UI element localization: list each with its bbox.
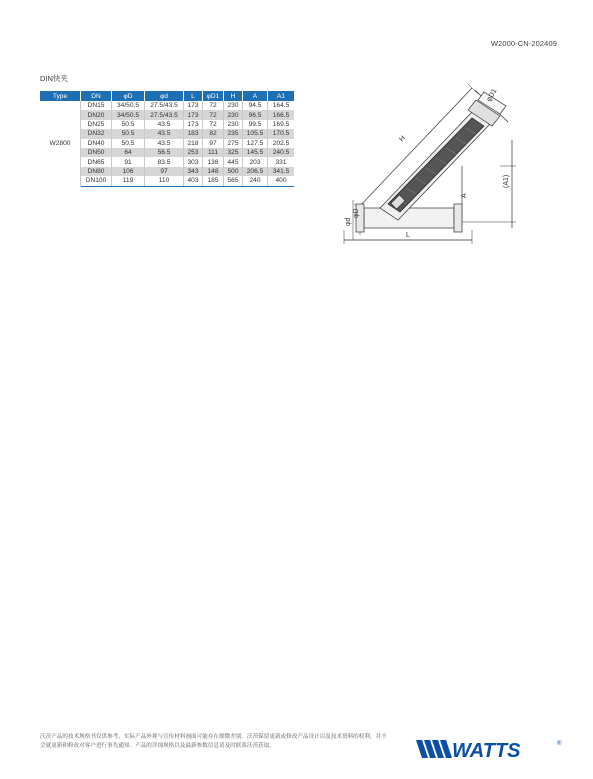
table-cell: 72 — [203, 120, 224, 129]
table-cell: 230 — [224, 110, 243, 119]
col-header-a: A — [243, 91, 268, 101]
table-cell: 96.5 — [243, 110, 268, 119]
l-dim-label: L — [406, 232, 410, 239]
table-row — [40, 101, 294, 110]
d-large-label: φD — [353, 208, 360, 218]
table-cell: 240.5 — [268, 148, 295, 157]
table-cell: 43.5 — [145, 129, 184, 138]
table-cell: 111 — [203, 148, 224, 157]
table-cell: 27.5/43.5 — [145, 101, 184, 110]
table-cell: 50.5 — [112, 139, 145, 148]
table-cell: 343 — [184, 167, 203, 176]
table-cell: DN32 — [81, 129, 112, 138]
table-cell: 43.5 — [145, 120, 184, 129]
table-cell: DN50 — [81, 148, 112, 157]
table-cell: 331 — [275, 158, 287, 166]
table-cell: 34/50.5 — [112, 101, 145, 110]
table-cell: 325 — [224, 148, 243, 157]
table-cell: 203 — [243, 157, 268, 166]
col-header-type: Type — [40, 91, 81, 101]
table-cell: DN100 — [81, 176, 112, 186]
table-cell: 83.5 — [145, 157, 184, 166]
table-cell: 230 — [224, 120, 243, 129]
y-strainer-drawing — [340, 80, 520, 245]
table-cell: 183 — [184, 129, 203, 138]
table-cell: 169.5 — [272, 120, 290, 128]
table-cell: 253 — [184, 148, 203, 157]
table-cell: 50.5 — [112, 120, 145, 129]
table-cell: DN25 — [81, 120, 112, 129]
col-header-id: φd — [145, 91, 184, 101]
a1-dim-label: (A1) — [503, 174, 510, 188]
table-cell: 82 — [203, 129, 224, 138]
col-header-a1: A1 — [268, 91, 295, 101]
h-dim-label: H — [398, 134, 407, 144]
table-cell: 164.5 — [272, 102, 290, 110]
table-cell: 56.5 — [145, 148, 184, 157]
table-cell: 97 — [203, 139, 224, 148]
table-cell: 202.5 — [272, 139, 290, 147]
spec-table — [40, 91, 294, 187]
document-code: W2000-CN-202409 — [490, 39, 557, 48]
table-cell: 72 — [203, 101, 224, 110]
col-header-h: H — [224, 91, 243, 101]
table-cell: DN15 — [81, 101, 112, 110]
table-cell: 173 — [184, 101, 203, 110]
table-cell: 240 — [243, 176, 268, 186]
table-cell: 34/50.5 — [112, 110, 145, 119]
table-cell: 119 — [112, 176, 145, 186]
section-title: DIN快夹 — [40, 74, 68, 83]
d-small-label: φd — [345, 217, 352, 226]
table-cell: 97 — [145, 167, 184, 176]
table-cell: 500 — [224, 167, 243, 176]
table-cell: 27.5/43.5 — [145, 110, 184, 119]
table-cell: DN65 — [81, 157, 112, 166]
table-cell: DN20 — [81, 110, 112, 119]
outlet-clamp — [454, 204, 462, 232]
table-cell: 138 — [203, 157, 224, 166]
table-cell: 99.5 — [243, 120, 268, 129]
col-header-dn: DN — [81, 91, 112, 101]
table-cell: 403 — [184, 176, 203, 186]
table-cell: 110 — [145, 176, 184, 186]
table-cell: 145.5 — [243, 148, 268, 157]
table-cell: 565 — [224, 176, 243, 186]
table-cell: 91 — [112, 157, 145, 166]
brand-wordmark: WATTS — [452, 740, 521, 762]
table-cell: 50.5 — [112, 129, 145, 138]
col-header-l: L — [184, 91, 203, 101]
table-cell: 230 — [224, 101, 243, 110]
table-header-row — [40, 91, 294, 101]
watts-wave-icon — [416, 740, 452, 758]
registered-mark: ® — [557, 741, 562, 747]
table-cell: DN80 — [81, 167, 112, 176]
table-cell: 400 — [268, 176, 295, 186]
d1-dim-label: φD1 — [485, 87, 499, 103]
table-cell: 445 — [224, 157, 243, 166]
table-cell: 166.5 — [268, 110, 295, 119]
table-cell: 64 — [112, 148, 145, 157]
table-cell: 275 — [224, 139, 243, 148]
table-cell: 170.5 — [268, 129, 295, 138]
table-cell: 235 — [224, 129, 243, 138]
table-cell: 341.5 — [268, 167, 295, 176]
type-cell: W2800 — [40, 101, 81, 186]
table-cell: 173 — [184, 110, 203, 119]
col-header-d1: φD1 — [203, 91, 224, 101]
disclaimer-text: 沃茨产品的技术规格书仅供参考，实际产品外观与宣传材料画面可能存在细微差别。沃茨保留更新或修改产品设计以及技术资料的权利，并不会就更新和修改对客户进行事先通知。产品的详细规格以及最新参数信息请及时联系沃茨获取。 — [40, 734, 387, 749]
table-cell: 303 — [184, 157, 203, 166]
pipe-body — [364, 208, 454, 228]
table-cell: 148 — [203, 167, 224, 176]
table-cell: DN40 — [81, 139, 112, 148]
table-cell: 127.5 — [243, 139, 268, 148]
table-cell: 185 — [203, 176, 224, 186]
table-cell: 173 — [184, 120, 203, 129]
table-cell: 206.5 — [243, 167, 268, 176]
table-cell: 94.5 — [243, 101, 268, 110]
watts-logo — [416, 736, 566, 762]
table-cell: 106 — [112, 167, 145, 176]
table-cell: 218 — [184, 139, 203, 148]
a-dim-label: A — [461, 193, 468, 198]
table-cell: 105.5 — [243, 129, 268, 138]
table-cell: 72 — [203, 110, 224, 119]
table-cell: 43.5 — [145, 139, 184, 148]
col-header-od: φD — [112, 91, 145, 101]
